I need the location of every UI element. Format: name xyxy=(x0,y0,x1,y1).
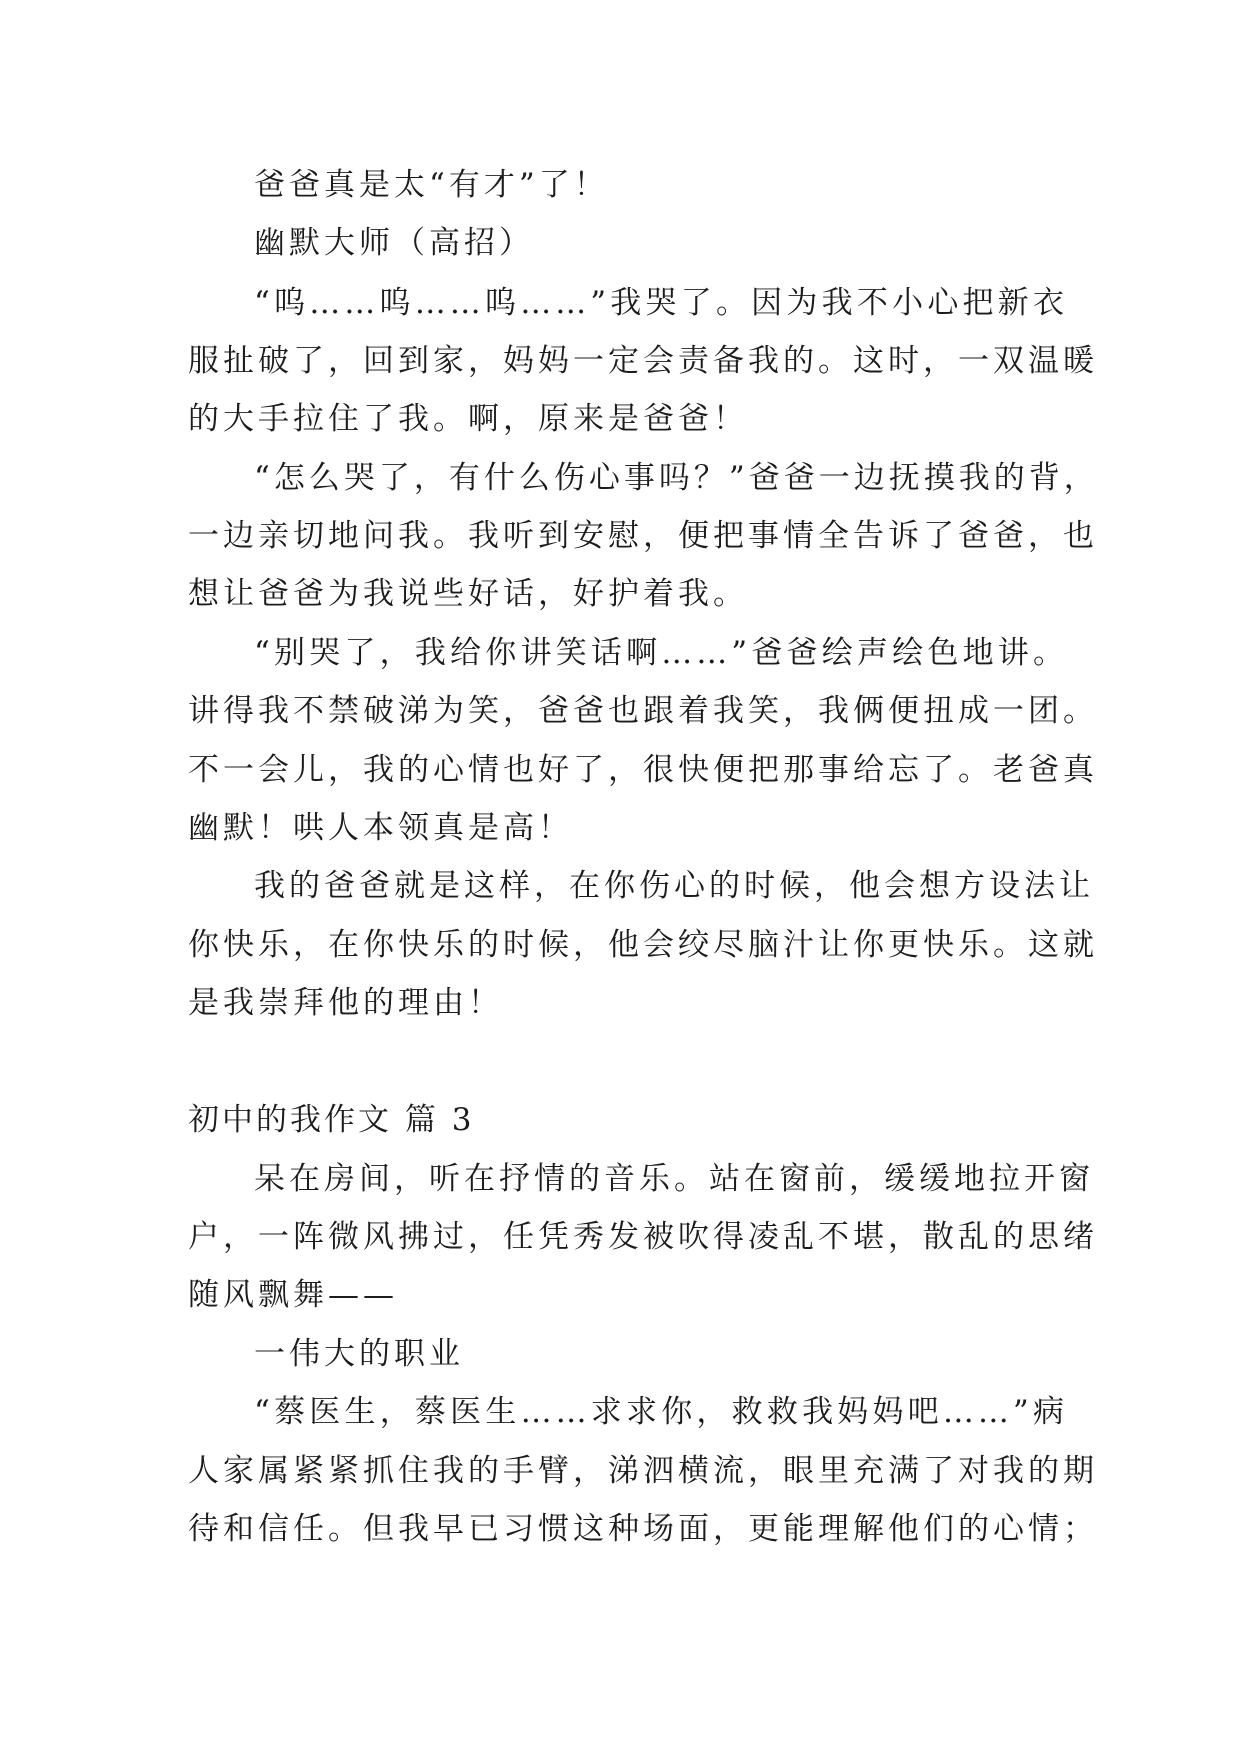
paragraph-line: 爸爸真是太“有才”了！ xyxy=(254,167,609,203)
article-heading: 初中的我作文 篇 3 xyxy=(188,1102,475,1138)
paragraph-line: 想让爸爸为我说些好话，好护着我。 xyxy=(188,576,748,612)
paragraph-line: 一边亲切地问我。我听到安慰，便把事情全告诉了爸爸，也 xyxy=(188,518,1098,554)
section-subtitle: 幽默大师（高招） xyxy=(254,225,534,261)
paragraph-line: “怎么哭了，有什么伤心事吗？”爸爸一边抚摸我的背， xyxy=(254,460,1099,496)
paragraph-line: “蔡医生，蔡医生……求求你，救救我妈妈吧……”病 xyxy=(254,1394,1068,1430)
paragraph-line: 幽默！哄人本领真是高！ xyxy=(188,810,573,846)
paragraph-line: 我的爸爸就是这样，在你伤心的时候，他会想方设法让 xyxy=(254,868,1094,904)
paragraph-line: 人家属紧紧抓住我的手臂，涕泗横流，眼里充满了对我的期 xyxy=(188,1453,1098,1489)
section-subtitle: 一伟大的职业 xyxy=(254,1336,464,1372)
paragraph-line: 呆在房间，听在抒情的音乐。站在窗前，缓缓地拉开窗 xyxy=(254,1161,1094,1197)
paragraph-line: 不一会儿，我的心情也好了，很快便把那事给忘了。老爸真 xyxy=(188,752,1098,788)
paragraph-line: 的大手拉住了我。啊，原来是爸爸！ xyxy=(188,401,748,437)
paragraph-line: 待和信任。但我早已习惯这种场面，更能理解他们的心情； xyxy=(188,1511,1098,1547)
paragraph-line: 你快乐，在你快乐的时候，他会绞尽脑汁让你更快乐。这就 xyxy=(188,927,1098,963)
paragraph-line: 是我崇拜他的理由！ xyxy=(188,985,503,1021)
paragraph-line: 讲得我不禁破涕为笑，爸爸也跟着我笑，我俩便扭成一团。 xyxy=(188,693,1098,729)
paragraph-line: 随风飘舞—— xyxy=(188,1277,398,1313)
paragraph-line: 户，一阵微风拂过，任凭秀发被吹得凌乱不堪，散乱的思绪 xyxy=(188,1219,1098,1255)
paragraph-line: “别哭了，我给你讲笑话啊……”爸爸绘声绘色地讲。 xyxy=(254,635,1068,671)
paragraph-line: 服扯破了，回到家，妈妈一定会责备我的。这时，一双温暖 xyxy=(188,343,1098,379)
paragraph-line: “呜……呜……呜……”我哭了。因为我不小心把新衣 xyxy=(254,285,1068,321)
